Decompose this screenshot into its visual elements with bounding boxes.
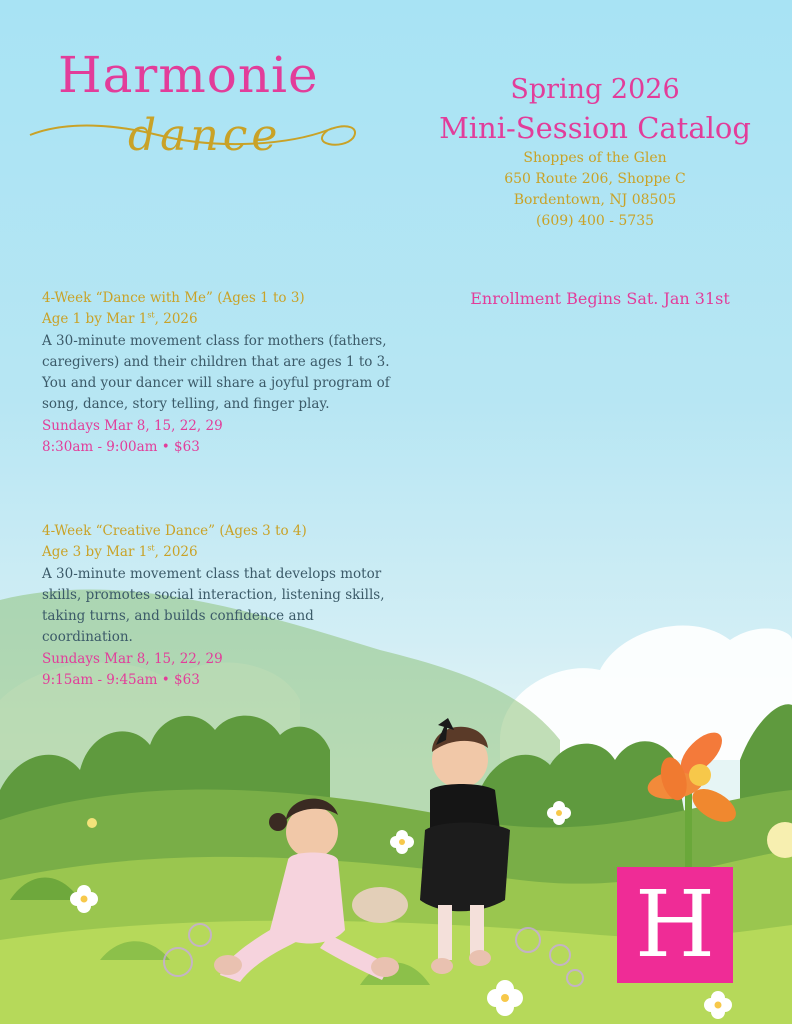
address-line: Shoppes of the Glen bbox=[523, 150, 667, 166]
class-time-price: 9:15am - 9:45am • $63 bbox=[42, 672, 200, 689]
logo-title: Harmonie bbox=[58, 46, 319, 104]
harmonie-h-badge-logo bbox=[617, 867, 733, 983]
class-time-price: 8:30am - 9:00am • $63 bbox=[42, 439, 200, 456]
catalog-header bbox=[420, 72, 770, 232]
class-title: 4-Week “Dance with Me” (Ages 1 to 3) bbox=[42, 290, 305, 306]
enrollment-notice: Enrollment Begins Sat. Jan 31st bbox=[470, 289, 730, 308]
season-title: Spring 2026 bbox=[510, 74, 680, 105]
harmonie-dance-logo bbox=[28, 40, 368, 190]
logo-script: dance bbox=[128, 110, 282, 161]
address-line: Bordentown, NJ 08505 bbox=[513, 192, 677, 208]
phone-number: (609) 400 - 5735 bbox=[535, 213, 655, 229]
class-description: A 30-minute movement class for mothers (fathers, caregivers) and their children that are ages 1 to 3. You and your dancer will share a joyful program of song, dance, story telling, and finger play. bbox=[42, 332, 390, 413]
class-dates: Sundays Mar 8, 15, 22, 29 bbox=[42, 417, 223, 434]
badge-letter: H bbox=[634, 871, 716, 978]
catalog-title: Mini-Session Catalog bbox=[439, 111, 751, 145]
class-listing bbox=[42, 521, 402, 691]
address-line: 650 Route 206, Shoppe C bbox=[504, 171, 686, 187]
class-age-requirement: Age 3 by Mar 1st, 2026 bbox=[42, 543, 198, 561]
class-title: 4-Week “Creative Dance” (Ages 3 to 4) bbox=[42, 523, 307, 539]
class-age-requirement: Age 1 by Mar 1st, 2026 bbox=[42, 310, 198, 328]
class-listing bbox=[42, 288, 402, 458]
class-dates: Sundays Mar 8, 15, 22, 29 bbox=[42, 650, 223, 667]
class-description: A 30-minute movement class that develops motor skills, promotes social interaction, listening skills, taking turns, and builds confidence and coordination. bbox=[42, 565, 385, 646]
